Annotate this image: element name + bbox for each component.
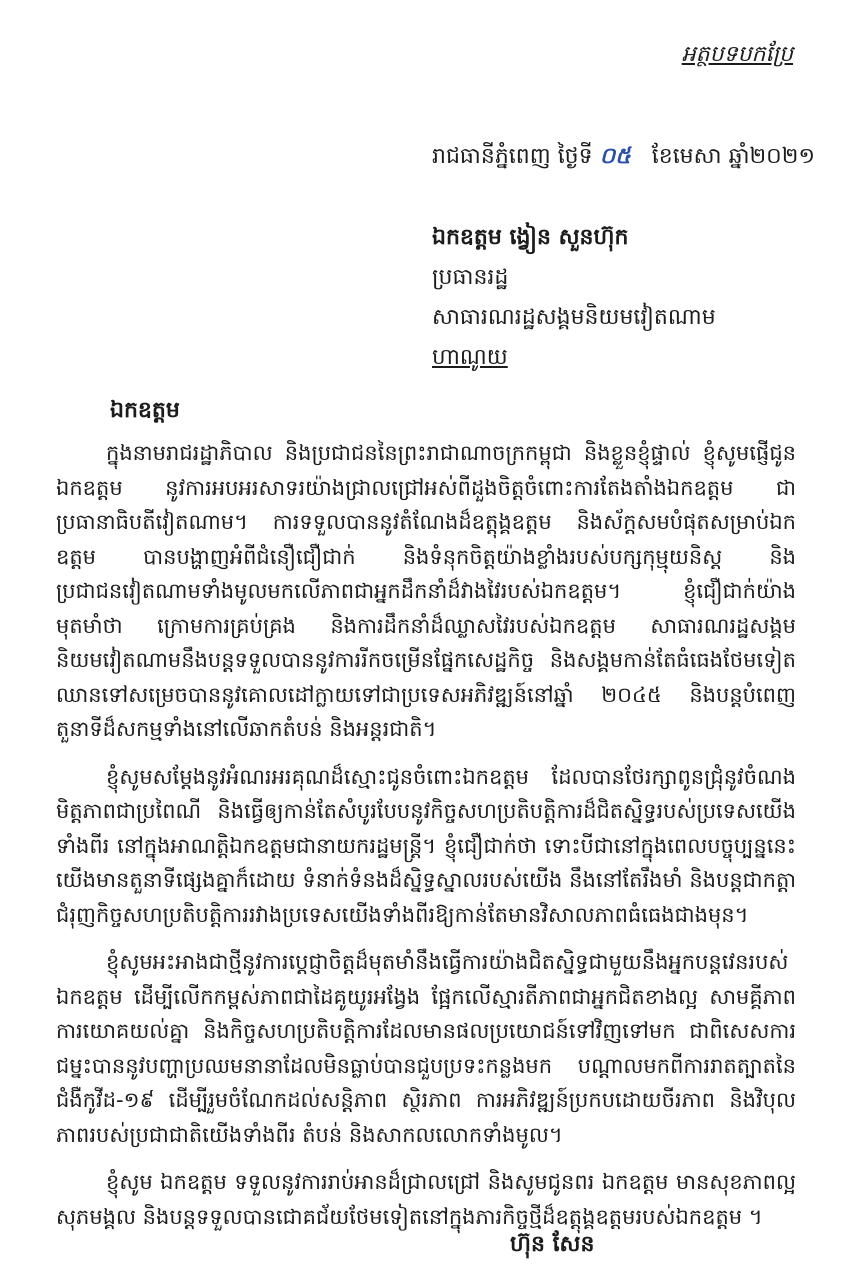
paragraph-1: ក្នុងនាមរាជរដ្ឋាភិបាល និងប្រជាជននៃព្រះរាជាណាចក្រកម្ពុជា និងខ្លួនខ្ញុំផ្ទាល់ ខ្ញុំសូមផ្ញើជូន ឯកឧត្តម នូវការអបអរសាទរយ៉ាងជ្រាលជ្រៅអស់ពីដួងចិត្តចំពោះការតែងតាំងឯកឧត្តម ជាប្រធានាធិបតីវៀតណាម។ ការទទួលបាននូវតំណែងដ៏ឧត្តុង្គឧត្តម និងស័ក្តសមបំផុតសម្រាប់ឯកឧត្តម បានបង្ហាញអំពីជំនឿជឿជាក់ និងទំនុកចិត្តយ៉ាងខ្លាំងរបស់បក្សកុម្មុយនិស្ត និងប្រជាជនវៀតណាមទាំងមូលមកលើភាពជាអ្នកដឹកនាំដ៏វាងវៃរបស់ឯកឧត្តម។ ខ្ញុំជឿជាក់យ៉ាងមុតមាំថា ក្រោមការគ្រប់គ្រង និងការដឹកនាំដ៏ឈ្លាសវៃរបស់ឯកឧត្តម សាធារណរដ្ឋសង្គមនិយមវៀតណាមនឹងបន្តទទួលបាននូវការរីកចម្រើនផ្នែកសេដ្ឋកិច្ច និងសង្គមកាន់តែធំធេងថែមទៀត ឈានទៅសម្រេចបាននូវគោលដៅក្លាយទៅជាប្រទេសអភិវឌ្ឍន៍នៅឆ្នាំ ២០៤៥ និងបន្តបំពេញតួនាទីដ៏សកម្មទាំងនៅលើឆាកតំបន់ និងអន្តរជាតិ។ xyxy=(56,441,796,741)
date-line xyxy=(432,142,815,174)
date-day: ០៥ xyxy=(599,144,631,169)
recipient-city: ហាណូយ xyxy=(432,345,508,370)
salutation: ឯកឧត្តម xyxy=(110,398,180,423)
recipient-block xyxy=(432,218,716,378)
paragraph-4: ខ្ញុំសូម ឯកឧត្តម ទទួលនូវការរាប់អានដ៏ជ្រាលជ្រៅ និងសូមជូនពរ ឯកឧត្តម មានសុខភាពល្អ សុភមង្គល និងបន្តទទួលបានជោគជ័យថែមទៀតនៅក្នុងភារកិច្ចថ្មីដ៏ឧត្តុង្គឧត្តមរបស់ឯកឧត្តម ។ xyxy=(56,1170,796,1229)
signature-name: ហ៊ុន សែន xyxy=(510,1232,595,1257)
translation-label: អត្ថបទបកប្រែ xyxy=(681,42,793,67)
recipient-name: ឯកឧត្តម ង្វៀន សួនហ៊ុក xyxy=(432,225,629,250)
paragraph-2: ខ្ញុំសូមសម្តែងនូវអំណរអរគុណដ៏ស្មោះជូនចំពោះឯកឧត្តម ដែលបានថែរក្សាពូនជ្រុំនូវចំណងមិត្តភាពជាប្រពៃណី និងធ្វើឲ្យកាន់តែសំបូរបែបនូវកិច្ចសហប្រតិបត្តិការដ៏ជិតស្និទ្ធរបស់ប្រទេសយើងទាំងពីរ នៅក្នុងអាណត្តិឯកឧត្តមជានាយករដ្ឋមន្ត្រី។ ខ្ញុំជឿជាក់ថា ទោះបីជានៅក្នុងពេលបច្ចុប្បន្ននេះ យើងមានតួនាទីផ្សេងគ្នាក៏ដោយ ទំនាក់ទំនងដ៏ស្និទ្ធស្នាលរបស់យើង នឹងនៅតែរឹងមាំ និងបន្តជាកត្តាជំរុញកិច្ចសហប្រតិបត្តិការរវាងប្រទេសយើងទាំងពីរឱ្យកាន់តែមានវិសាលភាពធំធេងជាងមុន។ xyxy=(56,764,796,927)
date-suffix: ខែមេសា ឆ្នាំ២០២១ xyxy=(651,144,816,169)
paragraph-3: ខ្ញុំសូមអះអាងជាថ្មីនូវការប្តេជ្ញាចិត្តដ៏មុតមាំនឹងធ្វើការយ៉ាងជិតស្និទ្ធជាមួយនឹងអ្នកបន្តវេនរបស់ឯកឧត្តម ដើម្បីលើកកម្ពស់ភាពជាដៃគូយូរអង្វែង ផ្អែកលើស្មារតីភាពជាអ្នកជិតខាងល្អ សាមគ្គីភាព ការយោគយល់គ្នា និងកិច្ចសហប្រតិបត្តិការដែលមានផលប្រយោជន៍ទៅវិញទៅមក ជាពិសេសការជម្នះបាននូវបញ្ហាប្រឈមនានាដែលមិនធ្លាប់បានជួបប្រទះកន្លងមក បណ្តាលមកពីការរាតត្បាតនៃជំងឺកូវីដ-១៩ ដើម្បីរួមចំណែកដល់សន្តិភាព ស្ថិរភាព ការអភិវឌ្ឍន៍ប្រកបដោយចីរភាព និងវិបុលភាពរបស់ប្រជាជាតិយើងទាំងពីរ តំបន់ និងសាកលលោកទាំងមូល។ xyxy=(56,950,796,1147)
recipient-country: សាធារណរដ្ឋសង្គមនិយមវៀតណាម xyxy=(432,305,716,330)
letter-body xyxy=(56,436,796,1247)
recipient-title: ប្រធានរដ្ឋ xyxy=(432,265,509,290)
date-prefix: រាជធានីភ្នំពេញ ថ្ងៃទី xyxy=(432,144,593,169)
